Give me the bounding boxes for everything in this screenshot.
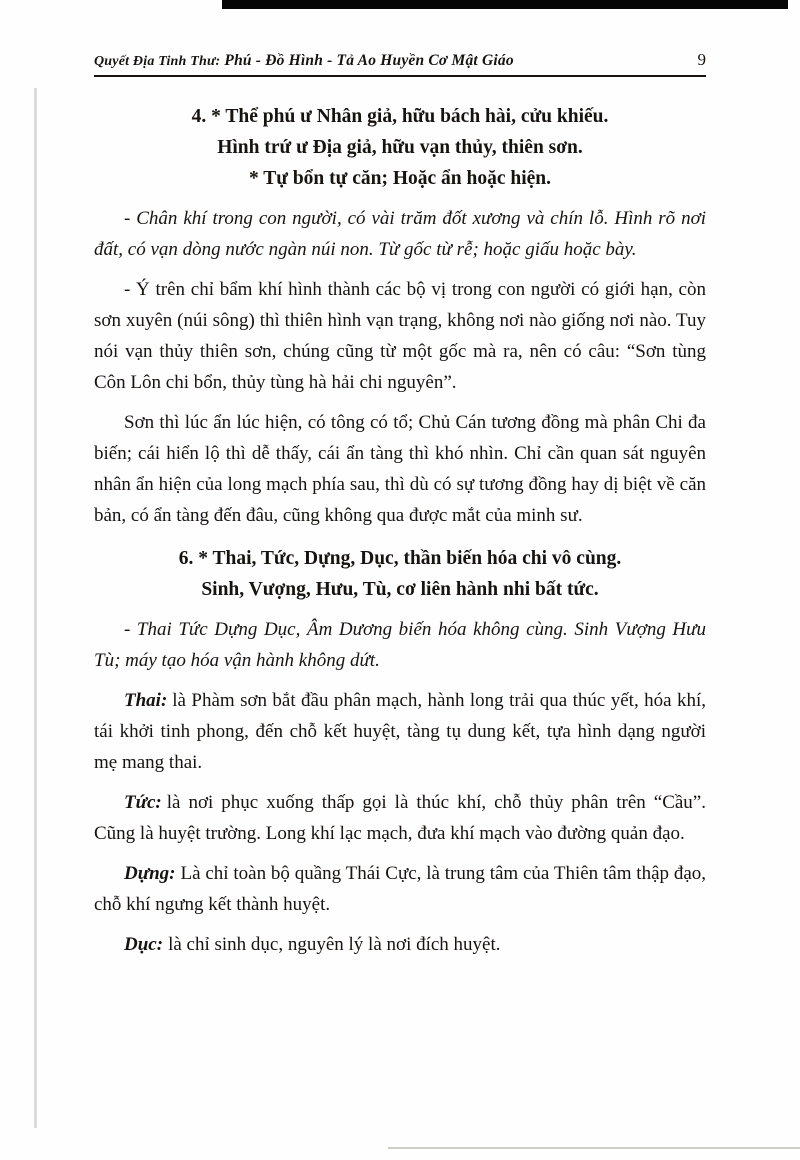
page-number: 9 xyxy=(697,50,706,69)
definition-paragraph xyxy=(94,685,706,778)
definition-paragraph xyxy=(94,858,706,920)
body-text xyxy=(94,101,706,960)
verse-block-6 xyxy=(94,543,706,605)
page-content xyxy=(94,50,706,960)
commentary-paragraph: Sơn thì lúc ẩn lúc hiện, có tông có tổ; Chủ Cán tương đồng mà phân Chi đa biến; cái hiển lộ thì dễ thấy, cái ẩn tàng thì khó nhìn. Chỉ cần quan sát nguyên nhân ẩn hiện của long mạch phía sau, thì dù có sự tương đồng hay dị biệt về căn bản, có ẩn tàng đến đâu, cũng không qua được mắt của minh sư. xyxy=(94,412,706,526)
definition-text: là nơi phục xuống thấp gọi là thúc khí, chỗ thủy phân trên “Cầu”. Cũng là huyệt trường. Long khí lạc mạch, đưa khí mạch vào đường quản đạo. xyxy=(94,792,706,844)
definition-term: Dựng: xyxy=(124,863,176,884)
definition-text: là chỉ sinh dục, nguyên lý là nơi đích huyệt. xyxy=(168,934,501,955)
verse-line: * Tự bổn tự căn; Hoặc ẩn hoặc hiện. xyxy=(248,168,552,189)
scan-artifact-bottom-edge xyxy=(388,1147,800,1149)
definition-text: là Phàm sơn bắt đầu phân mạch, hành long trải qua thúc yết, hóa khí, tái khởi tinh phong, đến chỗ kết huyệt, tàng tụ dung kết, tựa hình dạng người mẹ mang thai. xyxy=(94,690,706,773)
book-title: Quyết Địa Tinh Thư: xyxy=(94,54,221,69)
definition-term: Tức: xyxy=(124,792,162,813)
commentary-paragraph: - Ý trên chỉ bẩm khí hình thành các bộ vị trong con người có giới hạn, còn sơn xuyên (núi sông) thì thiên hình vạn trạng, không nơi nào giống nơi nào. Tuy nói vạn thủy thiên sơn, chúng cũng từ một gốc mà ra, nên có câu: “Sơn tùng Côn Lôn chi bổn, thủy tùng hà hải chi nguyên”. xyxy=(94,279,706,393)
scan-artifact-top-bar xyxy=(222,0,788,9)
definition-term: Thai: xyxy=(124,690,168,711)
definition-term: Dục: xyxy=(124,934,164,955)
verse-line: Sinh, Vượng, Hưu, Tù, cơ liên hành nhi bất tức. xyxy=(201,579,599,600)
verse-line: Hình trứ ư Địa giả, hữu vạn thủy, thiên sơn. xyxy=(217,137,583,158)
definition-paragraph xyxy=(94,787,706,849)
section-title: Phú - Đồ Hình - Tả Ao Huyền Cơ Mật Giáo xyxy=(224,52,514,69)
running-header xyxy=(94,50,706,77)
verse-line: 6. * Thai, Tức, Dựng, Dục, thần biến hóa chi vô cùng. xyxy=(178,548,622,569)
scan-artifact-left-edge xyxy=(34,88,37,1128)
definition-text: Là chỉ toàn bộ quầng Thái Cực, là trung tâm của Thiên tâm thập đạo, chỗ khí ngưng kết thành huyệt. xyxy=(94,863,706,915)
translation-paragraph: - Chân khí trong con người, có vài trăm đốt xương và chín lỗ. Hình rõ nơi đất, có vạn dòng nước ngàn núi non. Từ gốc từ rễ; hoặc giấu hoặc bày. xyxy=(94,208,706,260)
definition-paragraph xyxy=(94,929,706,960)
verse-line: 4. * Thể phú ư Nhân giả, hữu bách hài, cửu khiếu. xyxy=(191,106,609,127)
translation-paragraph: - Thai Tức Dựng Dục, Âm Dương biến hóa không cùng. Sinh Vượng Hưu Tù; máy tạo hóa vận hành không dứt. xyxy=(94,619,706,671)
header-title xyxy=(94,52,514,70)
verse-block-4 xyxy=(94,101,706,194)
